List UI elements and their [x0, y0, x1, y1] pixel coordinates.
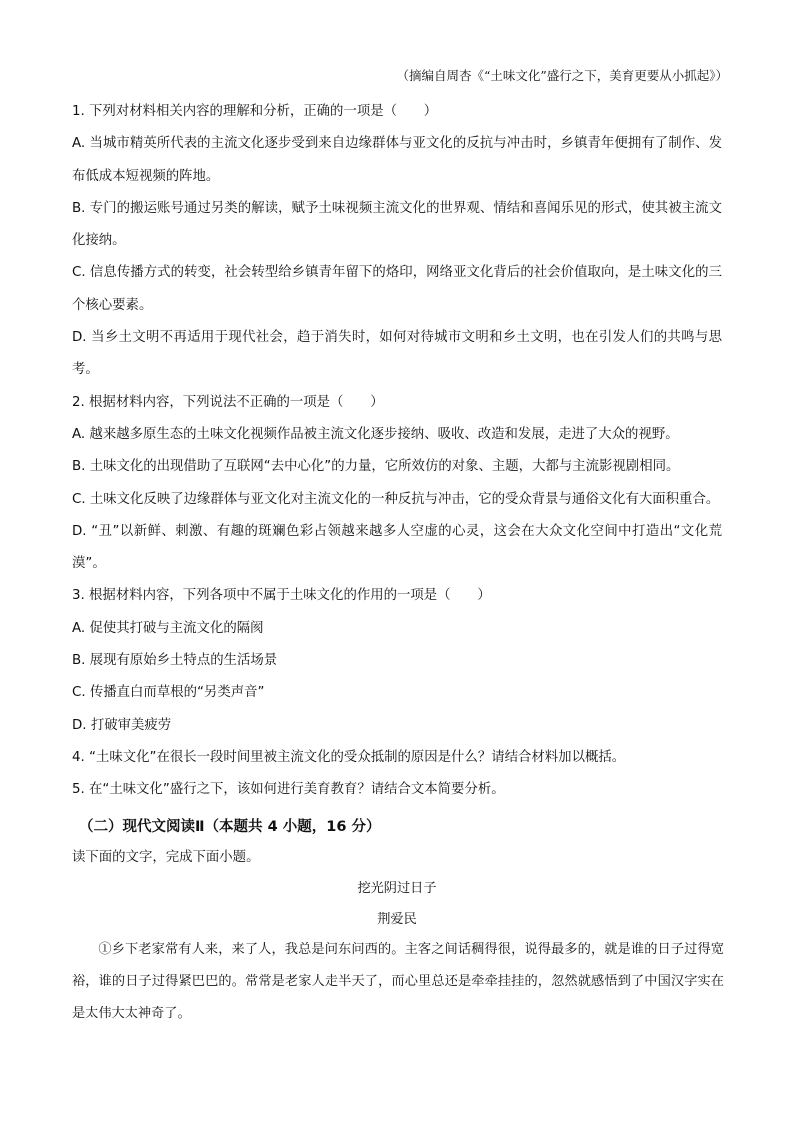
section-title: （二）现代文阅读Ⅱ（本题共 4 小题，16 分） [79, 819, 381, 835]
question-3-stem: 3. 根据材料内容，下列各项中不属于土味文化的作用的一项是（ ） [72, 588, 491, 604]
question-1-option-b: B. 专门的搬运账号通过另类的解读，赋予土味视频主流文化的世界观、情结和喜闻乐见的形式，使其被主流文化接纳。 [72, 200, 722, 249]
reading-instruction: 读下面的文字，完成下面小题。 [72, 850, 260, 865]
question-2-stem: 2. 根据材料内容，下列说法不正确的一项是（ ） [72, 394, 384, 410]
question-1-option-a: A. 当城市精英所代表的主流文化逐步受到来自边缘群体与亚文化的反抗与冲击时，乡镇青年便拥有了制作、发布低成本短视频的阵地。 [72, 136, 722, 184]
question-2-option-c: C. 土味文化反映了边缘群体与亚文化对主流文化的一种反抗与冲击，它的受众背景与通俗文化有大面积重合。 [72, 491, 720, 507]
question-3-option-c: C. 传播直白而草根的“另类声音” [72, 685, 265, 701]
question-3-option-d: D. 打破审美疲劳 [72, 717, 172, 733]
question-list [72, 96, 722, 807]
essay-title: 挖光阴过日子 [357, 881, 437, 896]
question-2-option-b: B. 土味文化的出现借助了互联网“去中心化”的力量，它所效仿的对象、主题，大都与主流影视剧相同。 [72, 459, 680, 475]
question-1-option-d: D. 当乡土文明不再适用于现代社会，趋于消失时，如何对待城市文明和乡土文明，也在引发人们的共鸣与思考。 [72, 330, 722, 378]
question-5: 5. 在“土味文化”盛行之下，该如何进行美育教育？请结合文本简要分析。 [72, 782, 505, 798]
question-4: 4. “土味文化”在很长一段时间里被主流文化的受众抵制的原因是什么？请结合材料加以概括。 [72, 749, 626, 765]
essay-author: 荆爱民 [377, 912, 417, 927]
question-3-option-a: A. 促使其打破与主流文化的隔阂 [72, 620, 264, 636]
question-2-option-d: D. “丑”以新鲜、刺激、有趣的斑斓色彩占领越来越多人空虚的心灵，这会在大众文化空间中打造出“文化荒漠”。 [72, 523, 722, 572]
question-3-option-b: B. 展现有原始乡土特点的生活场景 [72, 653, 278, 669]
question-1-option-c: C. 信息传播方式的转变，社会转型给乡镇青年留下的烙印，网络亚文化背后的社会价值取向，是土味文化的三个核心要素。 [72, 265, 722, 313]
question-2-option-a: A. 越来越多原生态的土味文化视频作品被主流文化逐步接纳、吸收、改造和发展，走进了大众的视野。 [72, 426, 679, 442]
source-citation: （摘编自周杏《“土味文化”盛行之下，美育更要从小抓起》） [396, 68, 728, 83]
essay-paragraph-1: ①乡下老家常有人来，来了人，我总是问东问西的。主客之间话稠得很，说得最多的，就是谁的日子过得宽裕，谁的日子过得紧巴巴的。常常是老家人走半天了，而心里总还是牵牵挂挂的，忽然就感悟到了中国汉字实在是太伟大太神奇了。 [72, 942, 724, 1021]
question-1-stem: 1. 下列对材料相关内容的理解和分析，正确的一项是（ ） [72, 104, 438, 119]
